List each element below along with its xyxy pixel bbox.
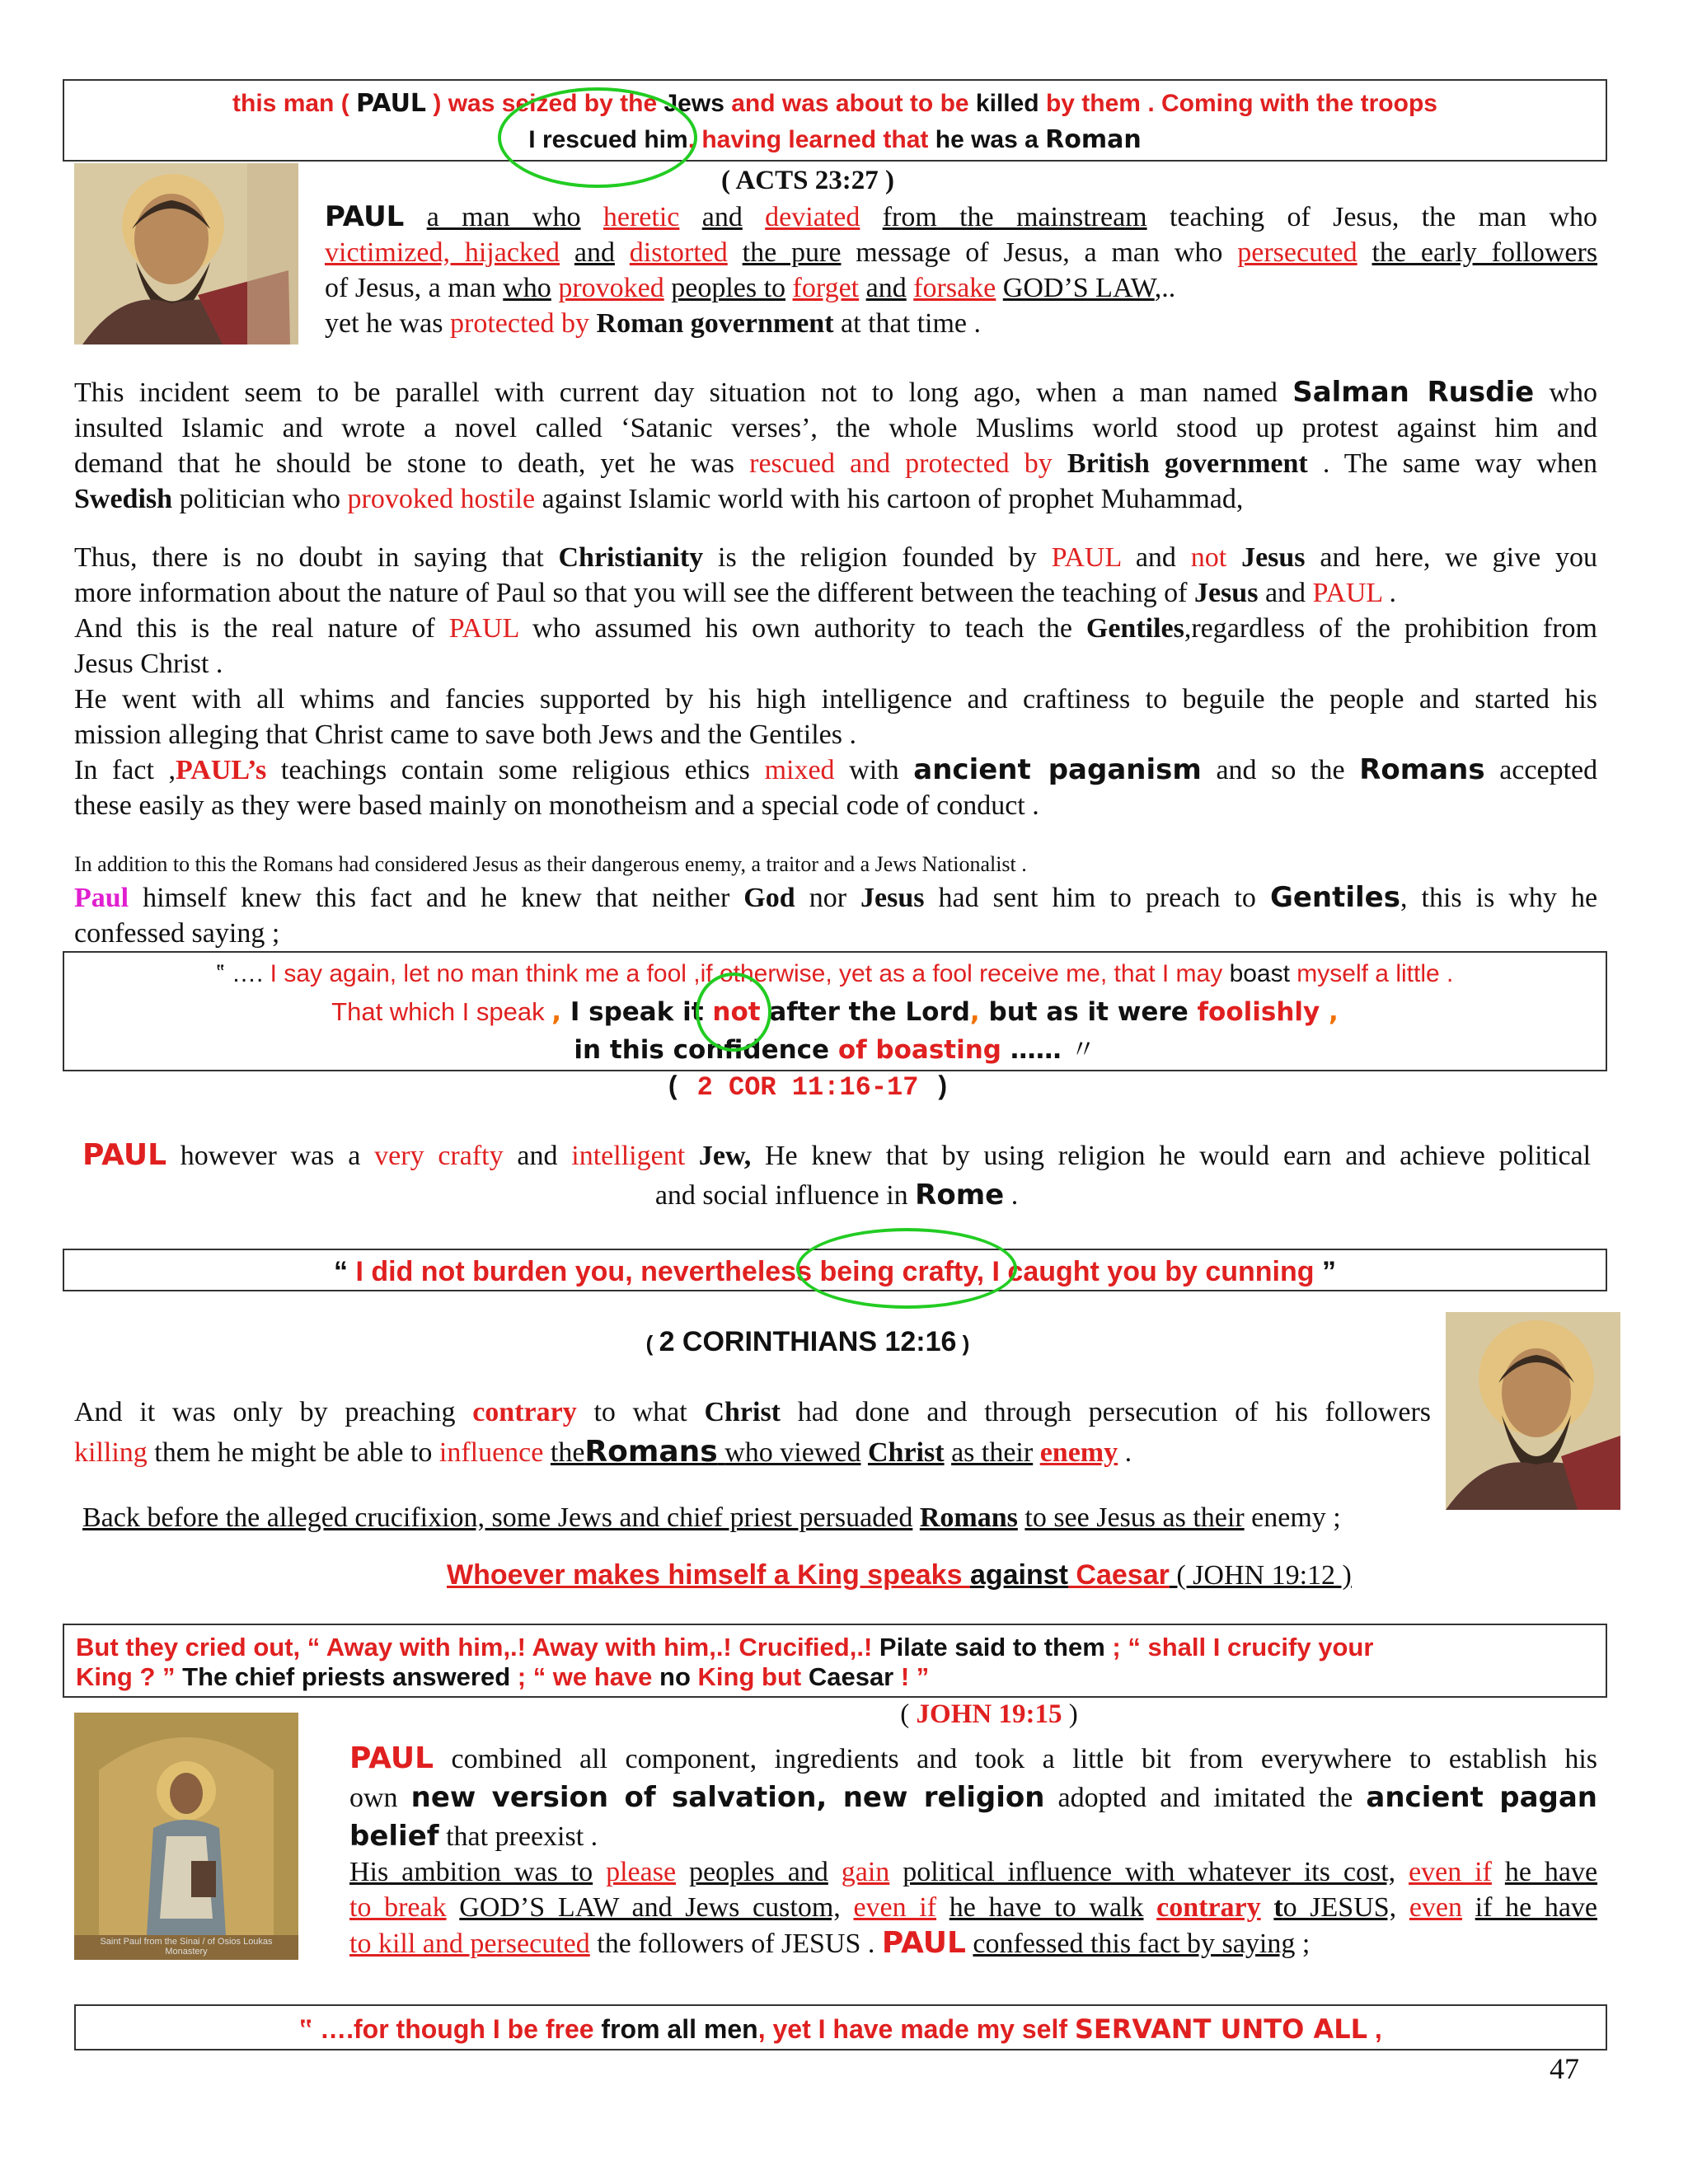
paragraph-christianity-line7: In fact ,PAUL’s teachings contain some religious ethics mixed with ancient paganism and so the Romans accepted: [74, 753, 1598, 786]
paragraph-alleged-crucifixion: Back before the alleged crucifixion, some Jews and chief priest persuaded Romans to see Jesus as their enemy ;: [82, 1502, 1341, 1533]
quote-box-acts-line1: this man ( PAUL ) was seized by the Jews and was about to be killed by them . Coming with the troops: [232, 89, 1437, 118]
paul-portrait-image: [74, 163, 298, 344]
paragraph-paul-intro-line1: PAUL a man who heretic and deviated from the mainstream teaching of Jesus, the man who: [325, 200, 1598, 233]
paul-portrait-icon: [74, 163, 298, 344]
quote-box-2cor-line3: in this confidence of boasting …… 〃: [574, 1035, 1096, 1065]
paragraph-new-religion-line3: belief that preexist .: [349, 1820, 598, 1853]
reference-john-19-15: ( JOHN 19:15 ): [900, 1699, 1078, 1729]
quote-box-acts-line2: I rescued him, having learned that he was a Roman: [528, 125, 1142, 154]
quote-john-19-12: Whoever makes himself a King speaks against Caesar ( JOHN 19:12 ): [447, 1559, 1352, 1591]
paragraph-paul-intro-line3: of Jesus, a man who provoked peoples to forget and forsake GOD’S LAW,..: [325, 273, 1176, 303]
quote-box-cunning-text: “ I did not burden you, nevertheless being crafty, I caught you by cunning ”: [334, 1256, 1336, 1287]
paragraph-paul-crafty-line1: PAUL however was a very crafty and intelligent Jew, He knew that by using religion he would earn and achieve political: [82, 1138, 1592, 1172]
paragraph-paul-crafty-line2: and social influence in Rome .: [654, 1179, 1019, 1212]
quote-box-2cor: [63, 951, 1607, 1071]
paragraph-preaching-contrary: [74, 1394, 1431, 1470]
paragraph-paul-knew-line2: confessed saying ;: [74, 918, 280, 949]
paragraph-paul-intro-line4: yet he was protected by Roman government at that time .: [325, 308, 981, 339]
paragraph-salman-line3: demand that he should be stone to death, yet he was rescued and protected by British government . The same way when: [74, 448, 1598, 479]
paragraph-paul-intro: [325, 199, 1597, 341]
paragraph-new-religion: [349, 1741, 1597, 1961]
paragraph-preaching-line2: killing them he might be able to influence theRomans who viewed Christ as their enemy .: [74, 1435, 1132, 1469]
quote-box-crucify-line1: But they cried out, “ Away with him,.! Away with him,.! Crucified,.! Pilate said to them ; “ shall I crucify your: [76, 1633, 1374, 1661]
paragraph-small-note: In addition to this the Romans had considered Jesus as their dangerous enemy, a traitor and a Jews Nationalist .: [74, 852, 1027, 876]
paragraph-salman-line1: This incident seem to be parallel with current day situation not to long ago, when a man named Salman Rusdie who: [74, 376, 1598, 409]
page-number: 47: [1550, 2052, 1579, 2085]
paul-mosaic-icon: [74, 1713, 298, 1960]
paragraph-christianity-line3: And this is the real nature of PAUL who assumed his own authority to teach the Gentiles,regardless of the prohibition from: [74, 613, 1597, 644]
quote-box-crucify-line2: King ? ” The chief priests answered ; “ we have no King but Caesar ! ”: [76, 1662, 930, 1691]
paragraph-preaching-line1: And it was only by preaching contrary to what Christ had done and through persecution of his followers: [74, 1397, 1432, 1427]
paragraph-christianity-line1: Thus, there is no doubt in saying that Christianity is the religion founded by PAUL and not Jesus and here, we give you: [74, 542, 1598, 573]
paragraph-christianity-line5: He went with all whims and fancies supported by his high intelligence and craftiness to beguile the people and started his: [74, 684, 1597, 715]
quote-box-crucify: [63, 1624, 1607, 1698]
paul-portrait-icon-right: [1446, 1312, 1620, 1510]
paragraph-paul-knew: [74, 880, 1597, 951]
paragraph-salman-line2: insulted Islamic and wrote a novel called ‘Satanic verses’, the whole Muslims world stood up protest against him and: [74, 413, 1597, 443]
paragraph-new-religion-line2: own new version of salvation, new religion adopted and imitated the ancient pagan: [349, 1781, 1598, 1814]
paragraph-salman-rushdie: [74, 375, 1597, 517]
paragraph-paul-intro-line2: victimized, hijacked and distorted the pure message of Jesus, a man who persecuted the early followers: [325, 237, 1598, 268]
paragraph-christianity-line2: more information about the nature of Paul so that you will see the different between the teaching of Jesus and PAUL .: [74, 578, 1396, 608]
paragraph-christianity: [74, 540, 1597, 823]
quote-box-acts: [63, 79, 1607, 162]
paragraph-new-religion-line4: His ambition was to please peoples and gain political influence with whatever its cost, even if he have: [349, 1857, 1598, 1887]
reference-2cor: ( 2 COR 11:16-17 ): [665, 1072, 950, 1103]
paragraph-salman-line4: Swedish politician who provoked hostile against Islamic world with his cartoon of prophet Muhammad,: [74, 484, 1244, 514]
quote-box-servant-text: ‟ ….for though I be free from all men, yet I have made my self SERVANT UNTO ALL ,: [299, 2013, 1382, 2045]
paragraph-new-religion-line1: PAUL combined all component, ingredients and took a little bit from everywhere to establish his: [349, 1741, 1598, 1775]
paul-mosaic-caption: Saint Paul from the Sinai / of Osios Loukas Monastery: [100, 1937, 273, 1957]
quote-box-servant: [74, 2004, 1607, 2050]
reference-2corinthians: ( 2 CORINTHIANS 12:16 ): [645, 1326, 970, 1357]
quote-box-cunning: [63, 1249, 1607, 1291]
paul-mosaic-image: [74, 1713, 298, 1960]
quote-box-2cor-line2: That which I speak , I speak it not after the Lord, but as it were foolishly ,: [331, 997, 1339, 1027]
quote-box-2cor-line1: ‟ …. I say again, let no man think me a fool ,if otherwise, yet as a fool receive me, that I may boast myself a little .: [216, 960, 1454, 987]
paragraph-christianity-line6: mission alleging that Christ came to save both Jews and the Gentiles .: [74, 719, 856, 750]
paragraph-paul-crafty: [82, 1137, 1591, 1213]
paragraph-christianity-line4: Jesus Christ .: [74, 649, 223, 679]
paul-portrait-image-right: [1446, 1312, 1620, 1510]
reference-acts: ( ACTS 23:27 ): [721, 166, 894, 195]
paragraph-christianity-line8: these easily as they were based mainly on monotheism and a special code of conduct .: [74, 790, 1039, 821]
paragraph-paul-knew-line1: Paul himself knew this fact and he knew that neither God nor Jesus had sent him to preach to Gentiles, this is why he: [74, 881, 1598, 914]
paragraph-new-religion-line6: to kill and persecuted the followers of JESUS . PAUL confessed this fact by saying ;: [349, 1926, 1311, 1960]
paragraph-new-religion-line5: to break GOD’S LAW and Jews custom, even if he have to walk contrary to JESUS, even if he have: [349, 1892, 1598, 1923]
